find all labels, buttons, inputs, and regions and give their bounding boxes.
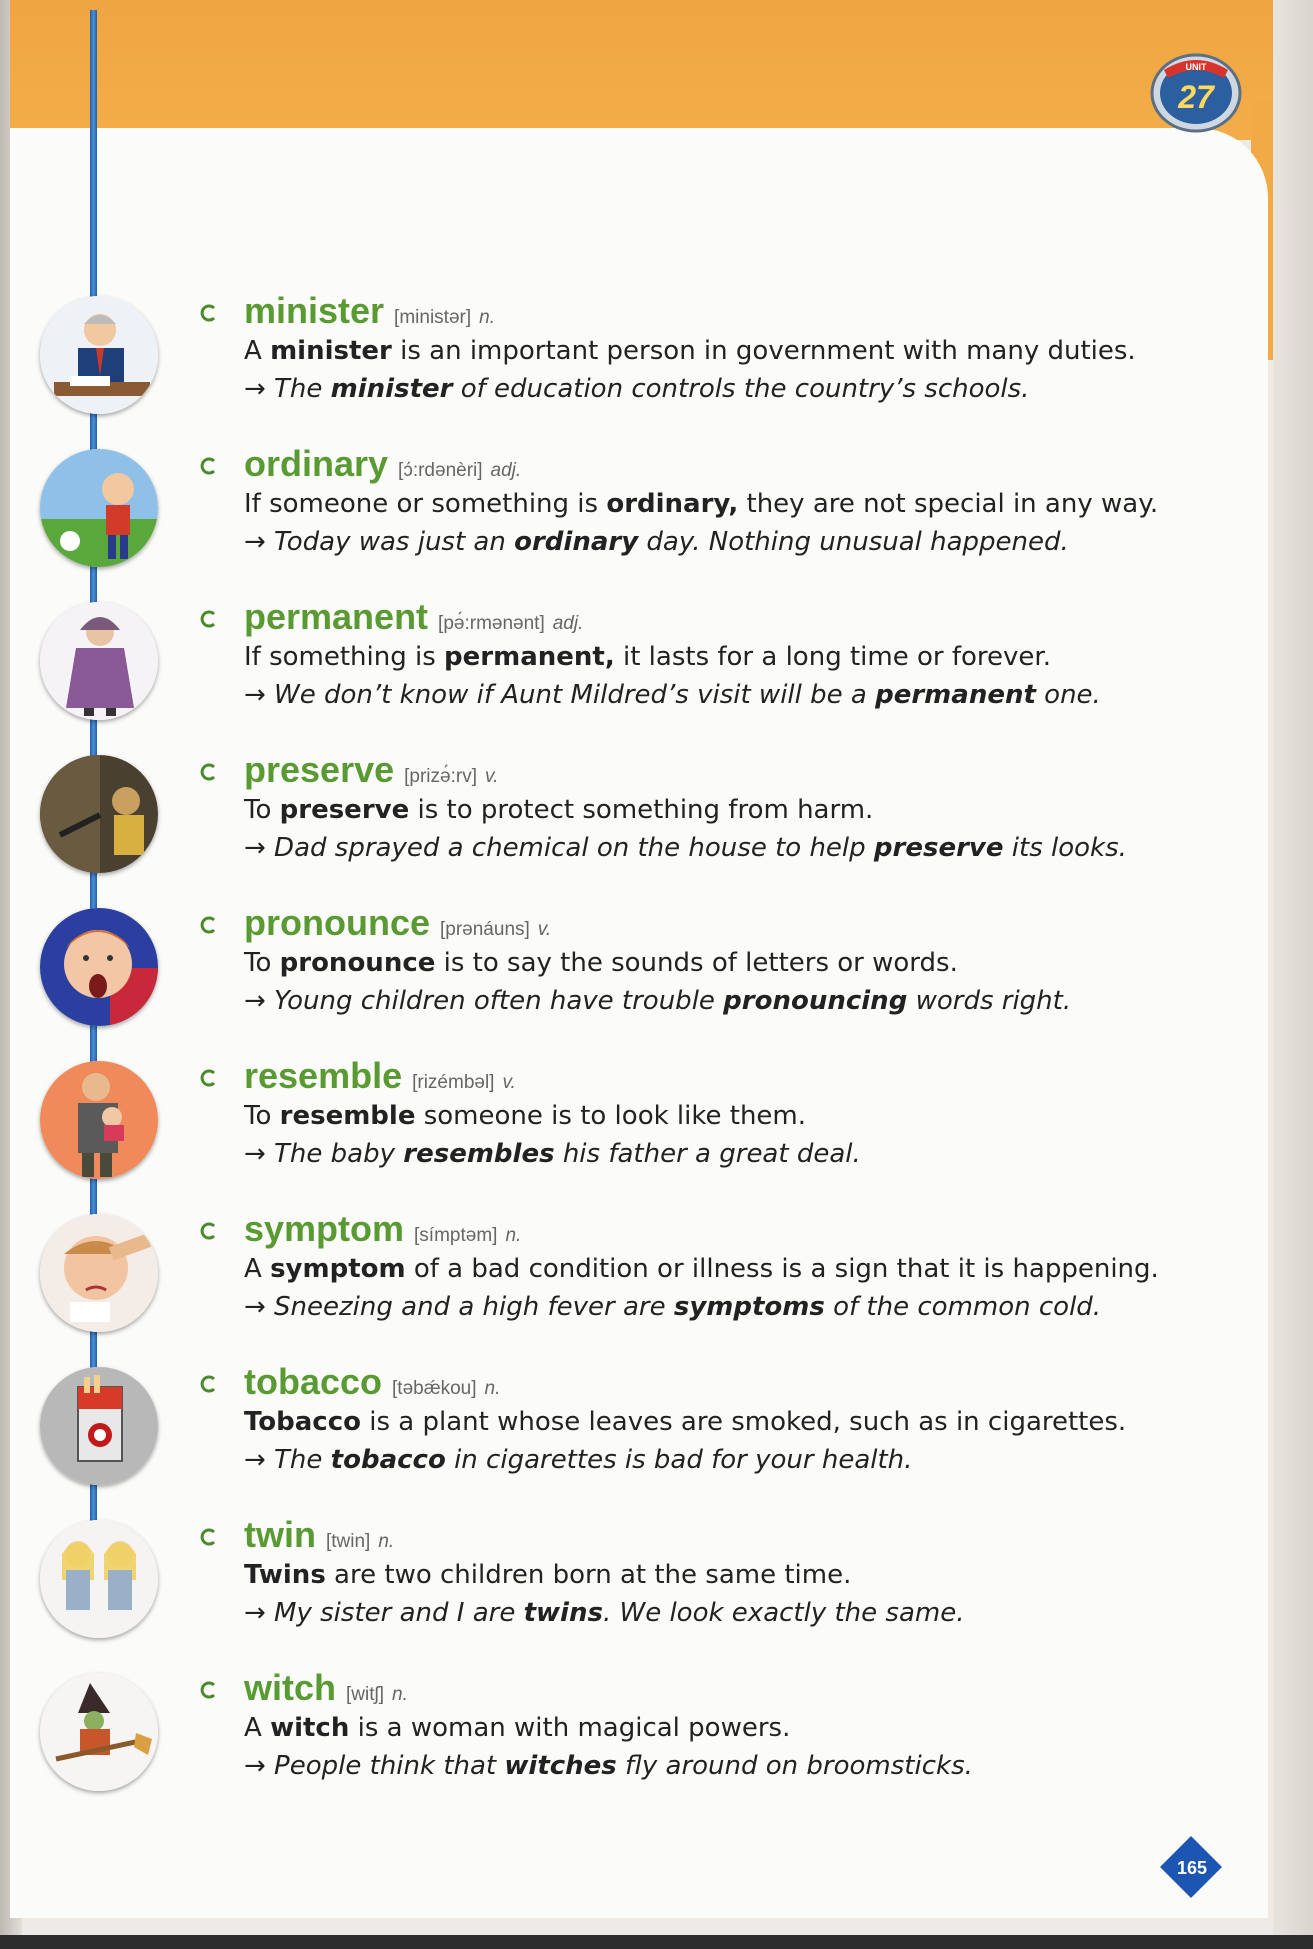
bottom-edge [0, 1935, 1313, 1949]
vocab-entry [30, 1361, 1220, 1511]
part-of-speech: n. [392, 1684, 408, 1705]
pronunciation: [símptəm] [414, 1225, 498, 1246]
definition: A symptom of a bad condition or illness is a sign that it is happening. [244, 1254, 1159, 1284]
pronunciation: [prizə́:rv] [404, 766, 477, 787]
part-of-speech: n. [479, 307, 495, 328]
minister-picture [40, 296, 158, 414]
pronunciation: [ɔ́:rdənèri] [398, 460, 483, 481]
father-baby-picture [40, 1061, 158, 1179]
bullet-icon [200, 763, 218, 781]
unit-number: 27 [1178, 79, 1214, 115]
definition: Tobacco is a plant whose leaves are smoked, such as in cigarettes. [244, 1407, 1127, 1437]
definition: To pronounce is to say the sounds of letters or words. [244, 948, 958, 978]
part-of-speech: n. [484, 1378, 501, 1399]
bullet-icon [200, 610, 218, 628]
child-mouth-picture [40, 908, 158, 1026]
example-sentence: → The baby resembles his father a great deal. [244, 1139, 861, 1169]
entry-word: pronounce [244, 902, 430, 943]
part-of-speech: v. [537, 919, 552, 940]
page-number-badge [1156, 1832, 1226, 1902]
cigarette-pack-picture [40, 1367, 158, 1485]
part-of-speech: v. [502, 1072, 516, 1093]
entry-word: resemble [244, 1055, 403, 1096]
example-sentence: → My sister and I are twins. We look exactly the same. [244, 1598, 965, 1628]
bullet-icon [200, 1069, 218, 1087]
page-number: 165 [1176, 1858, 1208, 1878]
definition: A witch is a woman with magical powers. [244, 1713, 791, 1743]
part-of-speech: n. [378, 1531, 395, 1552]
vocab-entry [30, 902, 1220, 1052]
definition: Twins are two children born at the same time. [244, 1560, 852, 1590]
example-sentence: → Young children often have trouble pronouncing words right. [244, 986, 1072, 1016]
vocab-entry [30, 1667, 1220, 1817]
pronunciation: [təbǽkou] [392, 1378, 477, 1399]
pronunciation: [twin] [325, 1531, 371, 1552]
example-sentence: → We don’t know if Aunt Mildred’s visit will be a permanent one. [244, 680, 1101, 710]
entry-word: symptom [244, 1208, 405, 1249]
vocab-entry [30, 1208, 1220, 1358]
part-of-speech: adj. [490, 460, 522, 481]
definition: To resemble someone is to look like them. [244, 1101, 807, 1131]
bullet-icon [200, 1528, 218, 1546]
example-sentence: → Dad sprayed a chemical on the house to help preserve its looks. [244, 833, 1127, 863]
ordinary-boy-picture [40, 449, 158, 567]
example-sentence: → The tobacco in cigarettes is bad for your health. [244, 1445, 913, 1475]
entry-word: preserve [244, 749, 395, 790]
entry-word: ordinary [244, 443, 389, 484]
witch-broom-picture [40, 1673, 158, 1791]
preserve-picture [40, 755, 158, 873]
vocab-entry [30, 443, 1220, 593]
entry-word: twin [244, 1514, 316, 1555]
pronunciation: [prənáuns] [440, 919, 530, 940]
unit-badge [1146, 48, 1246, 134]
sick-child-picture [40, 1214, 158, 1332]
pronunciation: [witʃ] [346, 1684, 385, 1705]
pronunciation: [ministər] [394, 307, 472, 328]
definition: To preserve is to protect something from harm. [244, 795, 874, 825]
bullet-icon [200, 304, 218, 322]
example-sentence: → Sneezing and a high fever are symptoms of the common cold. [244, 1292, 1102, 1322]
twins-picture [40, 1520, 158, 1638]
example-sentence: → Today was just an ordinary day. Nothing unusual happened. [244, 527, 1069, 557]
vocab-entry [30, 1055, 1220, 1205]
bullet-icon [200, 1222, 218, 1240]
entry-word: witch [244, 1667, 337, 1708]
definition: If someone or something is ordinary, they are not special in any way. [244, 489, 1159, 519]
entry-word: permanent [244, 596, 429, 637]
bullet-icon [200, 1375, 218, 1393]
part-of-speech: n. [505, 1225, 522, 1246]
vocab-entry [30, 290, 1220, 440]
definition: If something is permanent, it lasts for a long time or forever. [244, 642, 1051, 672]
part-of-speech: v. [484, 766, 499, 787]
bullet-icon [200, 916, 218, 934]
definition: A minister is an important person in government with many duties. [244, 336, 1136, 366]
example-sentence: → The minister of education controls the country’s schools. [244, 374, 1030, 404]
aunt-picture [40, 602, 158, 720]
entry-word: minister [244, 290, 385, 331]
header-band [10, 0, 1313, 140]
unit-label: UNIT [1185, 62, 1207, 72]
entry-word: tobacco [244, 1361, 383, 1402]
bullet-icon [200, 457, 218, 475]
pronunciation: [pə́:rmənənt] [438, 613, 545, 634]
page-edge [1273, 0, 1313, 1949]
bullet-icon [200, 1681, 218, 1699]
example-sentence: → People think that witches fly around on broomsticks. [244, 1751, 973, 1781]
pronunciation: [rizémbəl] [412, 1072, 495, 1093]
vocab-entry [30, 596, 1220, 746]
vocab-entry [30, 1514, 1220, 1664]
part-of-speech: adj. [552, 613, 584, 634]
vocab-entry [30, 749, 1220, 899]
